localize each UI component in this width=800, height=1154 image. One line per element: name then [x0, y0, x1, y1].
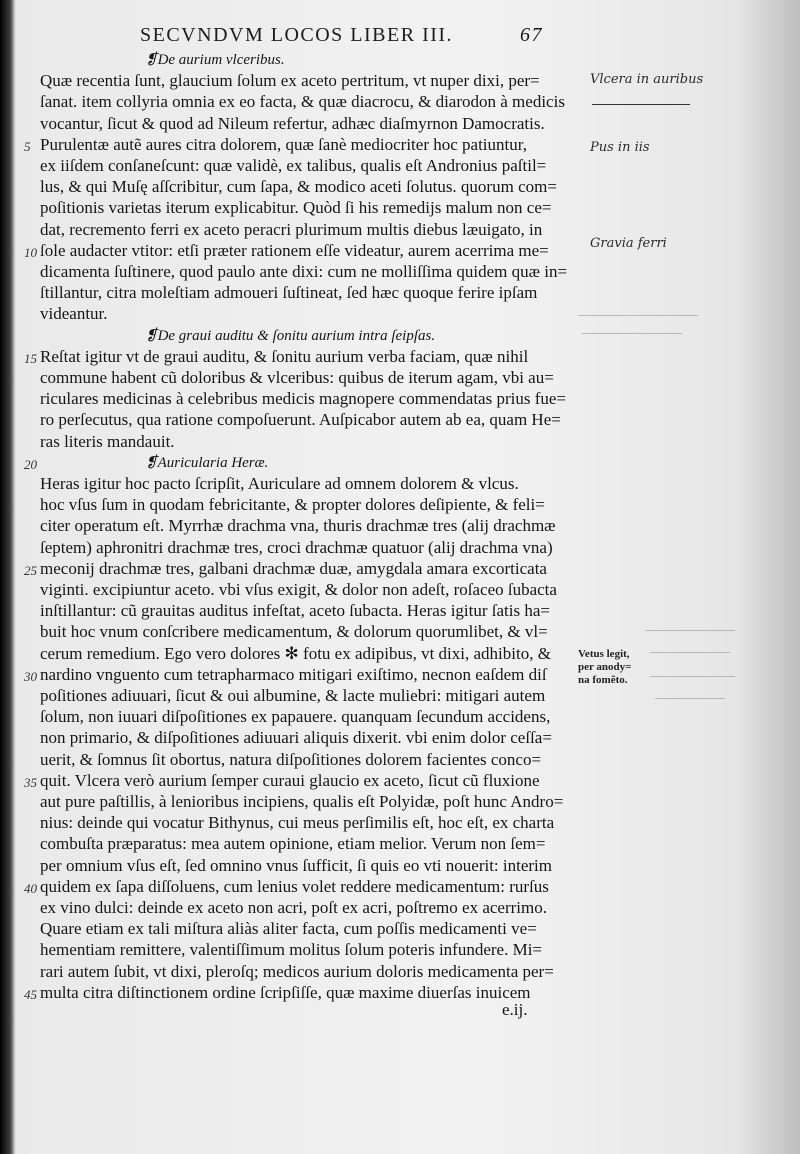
page-header	[140, 24, 570, 46]
printed-margin-note: Vetus legit, per anody= na fomẽto.	[578, 648, 632, 686]
text-line: videantur.	[40, 304, 108, 324]
text-line: ſolum, non iuuari diſpoſitiones ex papauere. quanquam ſecundum accidens,	[40, 707, 551, 727]
text-line: quit. Vlcera verò aurium ſemper curaui glaucio ex aceto, ſicut cũ fluxione	[40, 770, 540, 790]
line-number: 35	[24, 774, 37, 790]
faint-bleed-through	[582, 333, 682, 334]
text-line: ex iiſdem conſaneſcunt: quæ validè, ex talibus, qualis eſt Andronius paſtil=	[40, 156, 547, 175]
text-line: hoc vſus ſum in quodam febricitante, & propter dolores deſipiente, & feli=	[40, 495, 545, 515]
line-number: 25	[24, 562, 37, 578]
text-line: aut pure paſtillis, à lenioribus incipiens, qualis eſt Polyidæ, poſt hunc Andro=	[40, 792, 564, 811]
text-line: dicamenta ſuſtinere, quod paulo ante dixi: cum ne molliſſima quidem quæ in=	[40, 262, 568, 281]
line-number: 40	[24, 880, 37, 896]
text-line: per omnium vſus eſt, ſed omnino vnus ſufficit, ſi quis eo vti nouerit: interim	[40, 855, 552, 875]
handwritten-note-3: Gravia ferri	[590, 236, 667, 251]
text-line: commune habent cũ doloribus & vlceribus: quibus de iterum agam, vbi au=	[40, 368, 554, 387]
faint-bleed-through	[650, 676, 735, 677]
text-line: ſeptem) aphronitri drachmæ tres, croci drachmæ quatuor (alij drachma vna)	[40, 537, 553, 557]
text-line: citer operatum eſt. Myrrhæ drachma vna, thuris drachmæ tres (alij drachmæ	[40, 516, 556, 536]
text-line: nius: deinde qui vocatur Bithynus, cui meus perſimilis eſt, hoc eſt, ex charta	[40, 813, 555, 833]
text-line: cerum remedium. Ego vero dolores ✻ fotu ex adipibus, vt dixi, adhibito, &	[40, 643, 551, 663]
text-line: ſanat. item collyria omnia ex eo facta, & quæ diacrocu, & diarodon à medicis	[40, 92, 565, 112]
line-number: 45	[24, 986, 37, 1002]
running-title: SECVNDVM LOCOS LIBER III.	[140, 24, 454, 46]
faint-bleed-through	[578, 315, 698, 316]
line-number: 10	[24, 244, 37, 260]
catchword: e.ij.	[502, 1000, 528, 1019]
text-line: dat, recremento ferri ex aceto peracri plurimum multis diebus læuigato, in	[40, 219, 543, 239]
line-number: 15	[24, 350, 37, 366]
text-line: poſitionis varietas iterum explicabitur. Quòd ſi his remedijs malum non ce=	[40, 198, 552, 218]
text-line: ex vino dulci: deinde ex aceto non acri, poſt ex acri, poſtremo ex acerrimo.	[40, 898, 547, 917]
page-number: 67	[520, 24, 543, 46]
text-line: inſtillantur: cũ grauitas auditus infeſtat, aceto ſubacta. Heras igitur ſatis ha=	[40, 601, 550, 621]
text-line: nardino vnguento cum tetrapharmaco mitigari exiſtimo, necnon eaſdem diſ	[40, 664, 547, 684]
text-line: vocantur, ſicut & quod ad Nileum refertur, adhæc diaſmyrnon Damocratis.	[40, 113, 545, 133]
faint-bleed-through	[645, 630, 735, 631]
text-line: quidem ex ſapa diſſoluens, cum lenius volet reddere medicamentum: rurſus	[40, 876, 549, 896]
line-number: 20	[24, 456, 37, 472]
text-line: lus, & qui Muſę aſſcribitur, cum ſapa, & modico aceti ſolutus. quorum com=	[40, 177, 557, 197]
text-line: ro perſecutus, qua ratione compoſuerunt. Auſpicabor autem ab ea, quam He=	[40, 410, 561, 430]
faint-bleed-through	[655, 698, 725, 699]
line-number: 30	[24, 668, 37, 684]
binding-gutter	[0, 0, 16, 1154]
text-line: combuſta præparatus: mea autem opinione, etiam melior. Verum non ſem=	[40, 834, 546, 854]
text-line: rari autem ſubit, vt dixi, pleroſq; medicos aurium doloris medicamenta per=	[40, 961, 554, 981]
section-heading: ❡De aurium vlceribus.	[145, 52, 285, 68]
text-line: Quæ recentia ſunt, glaucium ſolum ex aceto pertritum, vt nuper dixi, per=	[40, 71, 540, 91]
handwritten-note-1: Vlcera in auribus	[590, 72, 704, 87]
text-line: non primario, & diſpoſitiones adiuuari aliquis dixerit. vbi enim dolor ceſſa=	[40, 728, 552, 748]
text-line: meconij drachmæ tres, galbani drachmæ duæ, amygdala amara excorticata	[40, 558, 547, 578]
text-line: viginti. excipiuntur aceto. vbi vſus exigit, & dolor non adeſt, roſaceo ſubacta	[40, 580, 557, 599]
text-line: ras literis mandauit.	[40, 431, 175, 451]
section-heading: ❡Auricularia Heræ.	[145, 454, 269, 471]
line-number: 5	[24, 138, 31, 154]
text-line: hementiam remittere, valentiſſimum molitus ſolum poteris infundere. Mi=	[40, 940, 543, 960]
text-line: uerit, & ſomnus ſit obortus, natura diſpoſitiones dolorem facientes conco=	[40, 749, 542, 769]
text-line: multa citra diſtinctionem ordine ſcripſiſſe, quæ maxime diuerſas inuicem	[40, 982, 531, 1002]
text-line: Heras igitur hoc pacto ſcripſit, Auriculare ad omnem dolorem & vlcus.	[40, 474, 519, 493]
section-heading: ❡De graui auditu & ſonitu aurium intra ſeipſas.	[145, 327, 436, 344]
text-line: buit hoc vnum conſcribere medicamentum, & dolorum quorumlibet, & vl=	[40, 622, 548, 642]
handwritten-underline	[592, 104, 690, 105]
faint-bleed-through	[650, 652, 730, 653]
text-line: poſitiones adiuuari, ſicut & oui albumine, & lacte muliebri: mitigari autem	[40, 686, 546, 705]
text-line: ſole audacter vtitor: etſi præter rationem eſſe videatur, aurem acerrima me=	[40, 240, 549, 260]
text-line: riculares medicinas à celebribus medicis magnopere commendatas prius fue=	[40, 389, 567, 409]
text-line: ſtillantur, citra moleſtiam admoueri ſuſtineat, ſed hæc quoque ferire ipſam	[40, 283, 538, 303]
text-line: Quare etiam ex tali miſtura aliàs aliter facta, cum poſſis medicamenti ve=	[40, 919, 537, 939]
text-line: Reſtat igitur vt de graui auditu, & ſonitu aurium verba faciam, quæ nihil	[40, 346, 529, 366]
text-line: Purulentæ autẽ aures citra dolorem, quæ ſanè mediocriter hoc patiuntur,	[40, 134, 527, 154]
handwritten-note-2: Pus in iis	[590, 140, 650, 155]
